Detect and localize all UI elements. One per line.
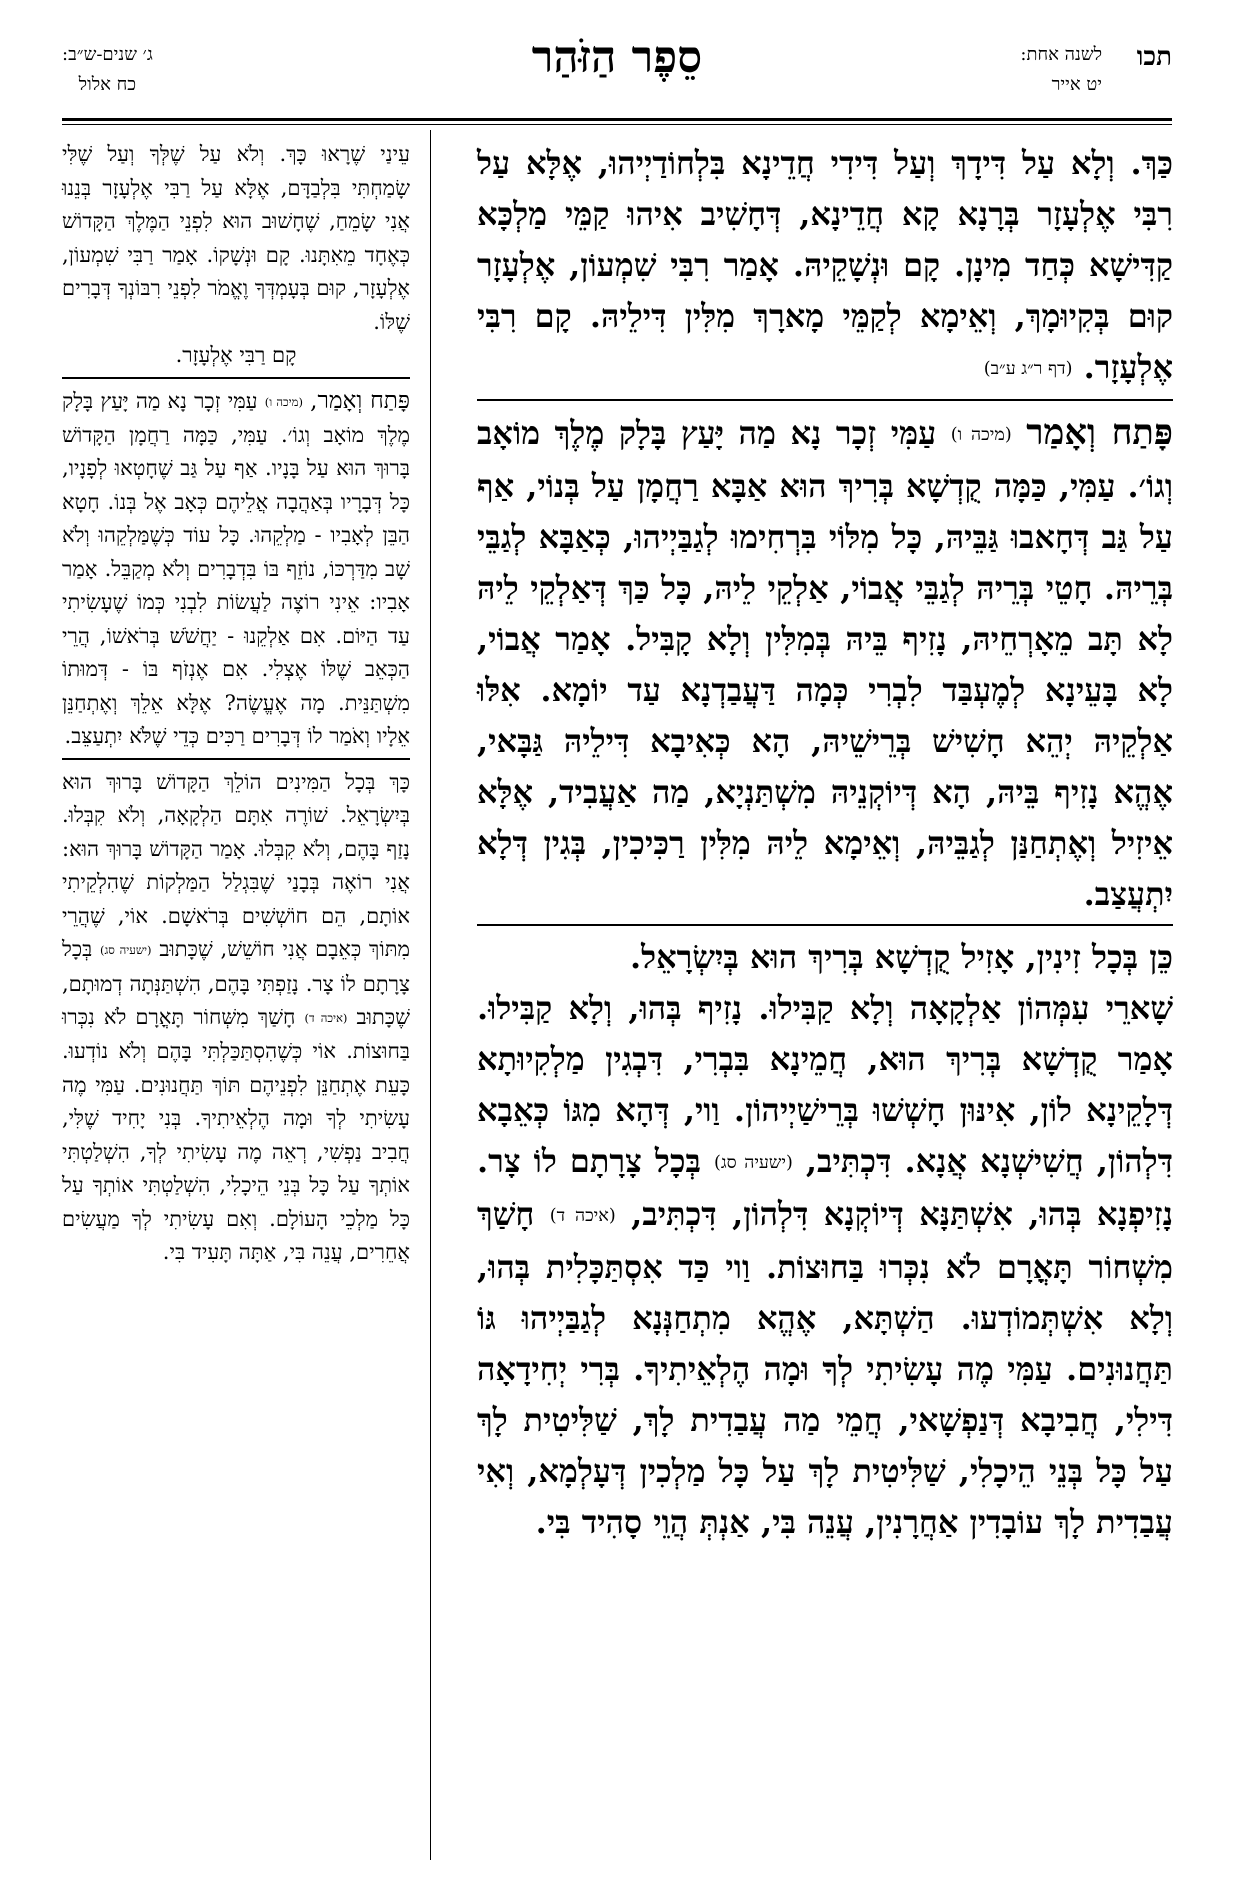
aramaic-column [477, 138, 1173, 1548]
paragraph-rule [62, 758, 410, 760]
verse-reference: (מיכה ו) [950, 425, 1012, 445]
hebrew-paragraph [62, 385, 410, 754]
header-rule-thin [62, 124, 1172, 125]
schedule-three-years-label: ג׳ שנים-ש״ב: [62, 44, 153, 65]
page-reference: (דף ר״ג ע״ב) [983, 359, 1073, 379]
hebrew-column [62, 138, 410, 1270]
hebrew-text: עֵינַי שֶׁרָאוּ כָּךְ. וְלֹא עַל שֶׁלְּךָ וְעַל שֶׁלִּי שָׂמַחְתִּי בִּלְבַדָּם, אֶלָּא עַל רַבִּי אֶלְעָזָר בְּנֵנוּ אֲנִי שָׂמֵחַ, שֶׁחָשׁוּב הוּא לִפְנֵי הַמֶּלֶךְ הַקָּדוֹשׁ כְּאֶחָד מֵאִתָּנוּ. קָם וּנְשָׁקוֹ. אָמַר רַבִּי שִׁמְעוֹן, אֶלְעָזָר, קוּם בְּעָמְדְּךָ וֶאֱמֹר לִפְנֵי רִבּוֹנְךָ דְּבָרִים שֶׁלּוֹ. [62, 142, 410, 334]
verse-reference: (איכה ד) [304, 1010, 348, 1025]
aramaic-text: בְּכָל צָרָתָם לוֹ צָר. נָזִיפְנָא בְּהוּ, אִשְׁתַּנָּא דְּיוֹקְנָא דִּלְהוֹן, דִּכְתִּיב, [477, 1142, 1174, 1233]
schedule-three-years-date: כח אלול [78, 74, 137, 95]
aramaic-paragraph [477, 983, 1173, 1548]
schedule-one-year-label: לשנה אחת: [1020, 44, 1102, 65]
paragraph-rule [477, 399, 1173, 401]
hebrew-paragraph [62, 339, 410, 373]
hebrew-text: עַמִּי זְכָר נָא מַה יָּעַץ בָּלָק מֶלֶךְ מוֹאָב וְגוֹ׳. עַמִּי, כַּמָּה רַחֲמָן הַקָּדוֹשׁ בָּרוּךְ הוּא עַל בָּנָיו. אַף עַל גַּב שֶׁחָטְאוּ לְפָנָיו, כָּל דְּבָרָיו בְּאַהֲבָה אֲלֵיהֶם כְּאָב אֶל בְּנוֹ. חָטָא הַבֵּן לְאָבִיו - מַלְקֵהוּ. כָּל עוֹד כְּשֶׁמַּלְקֵהוּ וְלֹא שָׁב מִדַּרְכּוֹ, נוֹזֵף בּוֹ בִּדְבָרִים וְלֹא מְקַבֵּל. אָמַר אָבִיו: אֵינִי רוֹצֶה לַעֲשׂוֹת לִבְנִי כְּמוֹ שֶׁעָשִׂיתִי עַד הַיּוֹם. אִם אַלְקֵנוּ - יַחֲשֹׁשׁ בְּרֹאשׁוֹ, הֲרֵי הַכְּאֵב שֶׁלּוֹ אֶצְלִי. אִם אֶנְזֹף בּוֹ - דְּמוּתוֹ מִשְׁתַּנֵּית. מָה אֶעֱשֶׂה? אֶלָּא אֵלֵךְ וְאֶתְחַנֵּן אֵלָיו וְאֹמַר לוֹ דְּבָרִים רַכִּים כְּדֵי שֶׁלֹּא יִתְעַצֵּב. [62, 388, 410, 749]
aramaic-paragraph [477, 932, 1173, 983]
verse-reference: (ישעיה סג) [714, 1153, 793, 1173]
hebrew-text: קָם רַבִּי אֶלְעָזָר. [175, 343, 297, 367]
opening-words: פָּתַח וְאָמַר [1026, 412, 1174, 453]
aramaic-paragraph [477, 138, 1173, 395]
aramaic-paragraph [477, 407, 1173, 920]
hebrew-text: כָּךְ בְּכָל הַמִּינִים הוֹלֵךְ הַקָּדוֹשׁ בָּרוּךְ הוּא בְּיִשְׂרָאֵל. שׁוֹרֶה אִתָּם הַלְקָאָה, וְלֹא קִבְּלוּ. נָזַף בָּהֶם, וְלֹא קִבְּלוּ. אָמַר הַקָּדוֹשׁ בָּרוּךְ הוּא: אֲנִי רוֹאֶה בְּבָנַי שֶׁבִּגְלַל הַמַּלְקוֹת שֶׁהִלְקֵיתִי אוֹתָם, הֵם חוֹשְׁשִׁים בְּרֹאשָׁם. אוֹי, שֶׁהֲרֵי מִתּוֹךְ כְּאֵבָם אֲנִי חוֹשֵׁשׁ, שֶׁכָּתוּב [62, 769, 410, 962]
hebrew-paragraph [62, 766, 410, 1270]
verse-reference: (ישעיה סג) [99, 943, 152, 957]
aramaic-text: חָשַׁךְ מִשְׁחוֹר תָּאֳרָם לֹא נִכְּרוּ בַּחוּצוֹת. וַוי כַּד אִסְתַּכָּלִית בְּהוּ, וְלָא אִשְׁתְּמוֹדְעוּ. הַשְׁתָּא, אֶהֱא מִתְחַנְּנָא לְגַבַּיְיהוּ גּוֹ תַּחֲנוּנִים. עַמִּי מֶה עָשִׂיתִי לְךָ וּמָה הֶלְאֵיתִיךָ. בְּרִי יְחִידָאָה דִּילִי, חֲבִיבָא דְּנַפְשָׁאי, חֲמֵי מַה עֲבַדִית לָךְ, שַׁלִּיטִית לָךְ עַל כָּל בְּנֵי הֵיכָלִי, שַׁלִּיטִית לָךְ עַל כָּל מַלְכִין דְּעָלְמָא, וְאִי עֲבַדִית לָךְ עוֹבָדִין אַחֲרָנִין, עֲנֵה בִּי, אַנְתְּ הֲוֵי סָהִיד בִּי. [477, 1195, 1173, 1541]
paragraph-rule [62, 377, 410, 379]
column-divider [430, 130, 431, 1860]
page-header [62, 32, 1172, 120]
aramaic-text: כֵּן בְּכָל זִינִין, אָזִיל קֻדְשָׁא בְּרִיךְ הוּא בְּיִשְׂרָאֵל. [630, 938, 1173, 976]
aramaic-text: כַּךְ. וְלָא עַל דִּידָךְ וְעַל דִּידִי חֲדֵינָא בִּלְחוֹדַיְיהוּ, אֶלָּא עַל רִבִּי אֶלְעָזָר בְּרָנָא קָא חֲדֵינָא, דְּחָשִׁיב אִיהוּ קַמֵּי מַלְכָּא קַדִּישָׁא כְּחַד מִינָן. קָם וּנְשָׁקֵיהּ. אָמַר רִבִּי שִׁמְעוֹן, אֶלְעָזָר קוּם בְּקִיוּמָךְ, וְאֵימָא לְקַמֵּי מָארָךְ מִלִּין דִּילֵיהּ. קָם רִבִּי אֶלְעָזָר. [477, 144, 1174, 386]
aramaic-text: שָׁארֵי עִמְּהוֹן אַלְקָאָה וְלָא קַבִּילוּ. נָזִיף בְּהוּ, וְלָא קַבִּילוּ. אָמַר קֻדְשָׁא בְּרִיךְ הוּא, חֲמֵינָא בִּבְרִי, דִּבְגִין מַלְקִיוּתָא דְּלָקֵינָא לוֹן, אִינּוּן חָשְׁשׁוּ בְּרֵישַׁיְיהוֹן. וַוי, דְּהָא מִגּוֹ כְּאֵבָא דִּלְהוֹן, חֲשִׁישְׁנָא אֲנָא. דִּכְתִּיב, [477, 989, 1174, 1180]
verse-reference: (מיכה ו) [264, 394, 303, 409]
schedule-one-year-date: יט אייר [1051, 74, 1102, 95]
page-number: תכו [1136, 42, 1172, 72]
aramaic-text: עַמִּי זְכָר נָא מַה יָּעַץ בָּלָק מֶלֶךְ מוֹאָב וְגוֹ׳. עַמִּי, כַּמָּה קֻדְשָׁא בְּרִיךְ הוּא אַבָּא רַחֲמָן עַל בְּנוֹי, אַף עַל גַּב דְּחָאבוּ גַּבֵּיהּ, כָּל מִלּוֹי בִּרְחִימוּ לְגַבַּיְיהוּ, כְּאַבָּא לְגַבֵּי בְּרֵיהּ. חָטֵי בְּרֵיהּ לְגַבֵּי אֲבוֹי, אַלְקֵי לֵיהּ, כָּל כַּךְ דְּאַלְקֵי לֵיהּ לָא תָּב מֵאָרְחֵיהּ, נָזִיף בֵּיהּ בְּמִלִּין וְלָא קָבִּיל. אָמַר אֲבוֹי, לָא בָּעֵינָא לְמֶעְבַּד לִבְרִי כְּמָה דַּעֲבַדְנָא עַד יוֹמָא. אִלּוּ אַלְקֵיהּ יְהֵא חָשִׁישׁ בְּרֵישֵׁיהּ, הָא כְּאִיבָא דִּילֵיהּ גַּבָּאי, אֶהֱא נָזִיף בֵּיהּ, הָא דְּיוֹקְנֵיהּ מִשְׁתַּנְיָא, מַה אַעֲבִיד, אֶלָּא אֵיזִיל וְאֶתְחַנַּן לְגַבֵּיהּ, וְאֵימָא לֵיהּ מִלִּין רַכִּיכִין, בְּגִין דְּלָא יִתְעֲצַב. [477, 414, 1174, 913]
book-title: סֵפֶר הַזֹּהַר [531, 32, 703, 83]
header-rule [62, 118, 1172, 121]
hebrew-text: בְּכָל צָרָתָם לוֹ צָר. נָזַפְתִּי בָּהֶם, הִשְׁתַּנְּתָה דְמוּתָם, שֶׁכָּתוּב [62, 937, 410, 1029]
paragraph-rule [477, 924, 1173, 926]
hebrew-paragraph [62, 138, 410, 339]
hebrew-text: חָשַׁךְ מִשְּׁחוֹר תָּאֳרָם לֹא נִכְּרוּ בַּחוּצוֹת. אוֹי כְּשֶׁהִסְתַּכַּלְתִּי בָּהֶם וְלֹא נוֹדְעוּ. כָּעֵת אֶתְחַנֵּן לִפְנֵיהֶם תּוֹךְ תַּחֲנוּנִים. עַמִּי מֶה עָשִׂיתִי לְךָ וּמָה הֶלְאֵיתִיךָ. בְּנִי יָחִיד שֶׁלִּי, חֲבִיב נַפְשִׁי, רְאֵה מֶה עָשִׂיתִי לְךָ, הִשְׁלַטְתִּי אוֹתְךָ עַל כָּל בְּנֵי הֵיכָלִי, הִשְׁלַטְתִּי אוֹתְךָ עַל כָּל מַלְכֵי הָעוֹלָם. וְאִם עָשִׂיתִי לְךָ מַעֲשִׂים אֲחֵרִים, עֲנֵה בִּי, אַתָּה תָּעִיד בִּי. [62, 1005, 410, 1265]
opening-words: פָּתַח וְאָמַר, [310, 387, 410, 414]
verse-reference: (איכה ד) [549, 1206, 616, 1226]
schedule-three-years [62, 40, 153, 100]
